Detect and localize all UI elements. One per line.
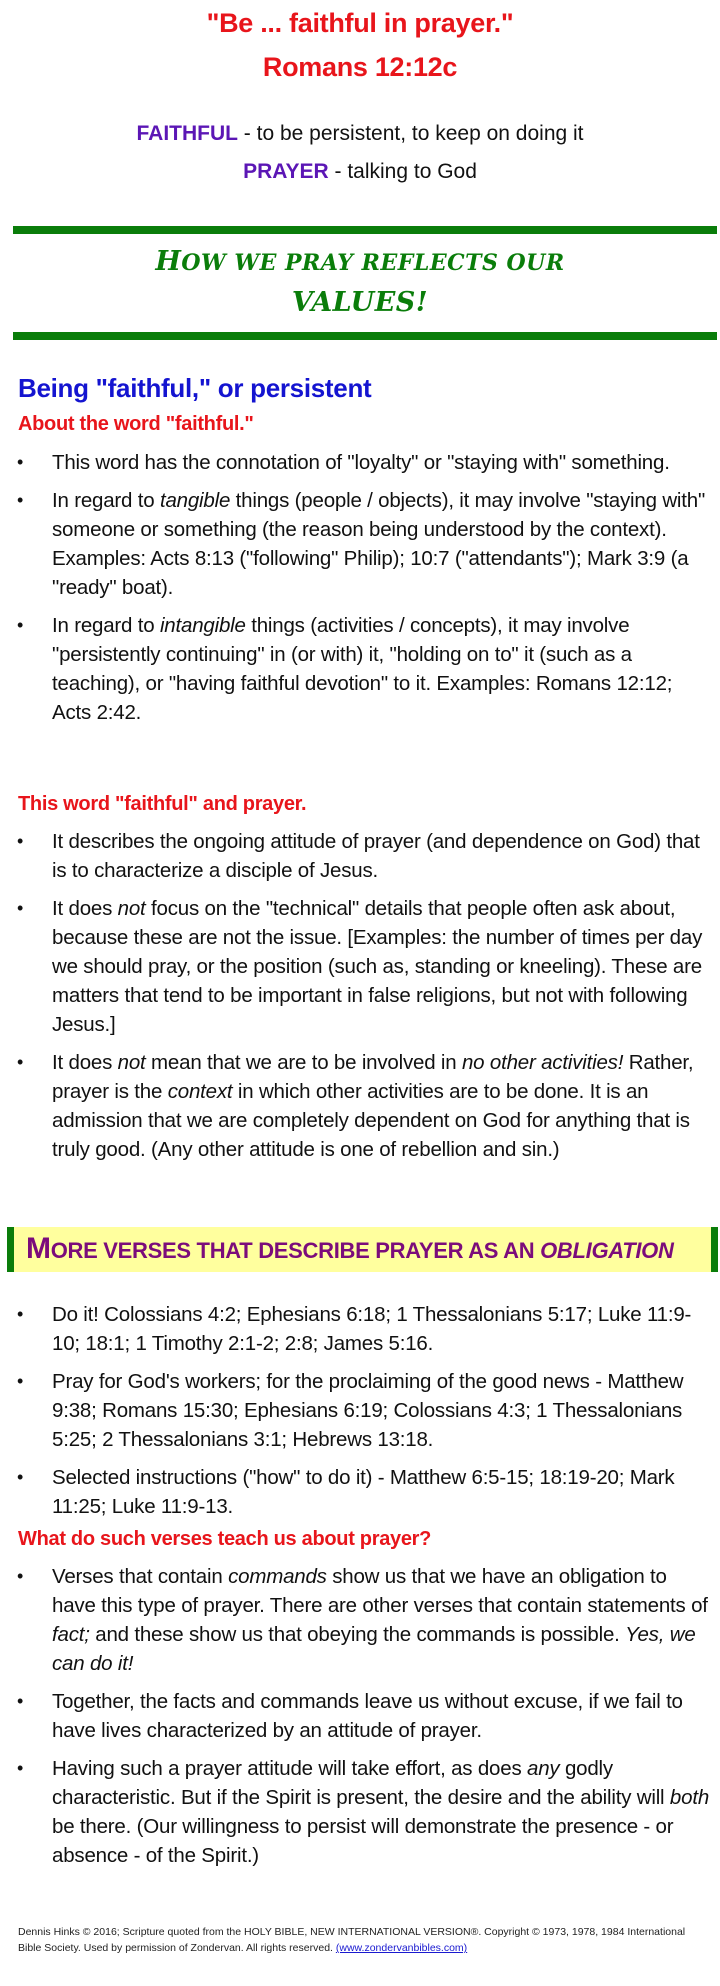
- bullet-icon: •: [17, 1052, 24, 1072]
- emphasis-text: Yes, we can do it!: [52, 1623, 696, 1675]
- bullet-icon: •: [17, 490, 24, 510]
- footer-copyright: [18, 1924, 708, 1956]
- banner-rest: ORE VERSES THAT DESCRIBE PRAYER AS AN: [50, 1238, 541, 1263]
- section-title: Being "faithful," or persistent: [18, 373, 372, 403]
- obligation-banner: [7, 1227, 718, 1272]
- list-item: [0, 611, 720, 727]
- subheading-prayer: This word "faithful" and prayer.: [18, 793, 307, 815]
- definition-faithful: [0, 122, 720, 146]
- definition-meaning: - to be persistent, to keep on doing it: [237, 122, 584, 145]
- emphasis-text: tangible: [159, 489, 231, 512]
- divider-bottom: [13, 332, 717, 340]
- list-item: [0, 486, 720, 602]
- bullet-icon: •: [17, 1758, 24, 1778]
- emphasis-text: fact;: [52, 1623, 90, 1646]
- verse-reference: Romans 12:12c: [262, 52, 458, 82]
- emphasis-text: intangible: [159, 614, 246, 637]
- banner-right-bar: [711, 1227, 718, 1272]
- list-item: [0, 827, 720, 885]
- list-item: [0, 1367, 720, 1454]
- definition-prayer: [0, 160, 720, 184]
- emphasis-text: any: [527, 1757, 560, 1780]
- bullet-icon: •: [17, 1467, 24, 1487]
- list-item: [0, 1754, 720, 1870]
- obligation-banner-text: [26, 1232, 674, 1266]
- text: mean that we are to be involved in: [145, 1051, 462, 1074]
- text: It describes the ongoing attitude of prayer (and dependence on God) that is to characterize a disciple of Jesus.: [52, 830, 700, 882]
- list-item: [0, 1048, 720, 1164]
- teach-list: [0, 1562, 720, 1879]
- emphasis-text: not: [117, 897, 146, 920]
- list-item: [0, 1687, 720, 1745]
- text: show us that we have an obligation to have this type of prayer. There are other verses that contain statements of: [52, 1565, 708, 1617]
- prayer-list: [0, 827, 720, 1173]
- bullet-icon: •: [17, 831, 24, 851]
- emphasis-text: context: [167, 1080, 233, 1103]
- text: focus on the "technical" details that people often ask about, because these are not the issue. [Examples: the number of times per day we should pray, or the position (such as, standing or kneeling). These are matters that tend to be important in false religions, but not with following Jesus.]: [52, 897, 703, 1036]
- divider-top: [13, 226, 717, 234]
- bullet-icon: •: [17, 452, 24, 472]
- text: in which other activities are to be done. It is an admission that we are completely dependent on God for anything that is truly good. (Any other attitude is one of rebellion and sin.): [52, 1080, 690, 1161]
- about-list: [0, 448, 720, 736]
- text: Verses that contain: [52, 1565, 229, 1588]
- subheading-about: About the word "faithful.": [18, 413, 254, 435]
- banner-initial: M: [26, 1232, 51, 1265]
- text: Pray for God's workers; for the proclaiming of the good news - Matthew 9:38; Romans 15:30; Ephesians 6:19; Colossians 4:3; 1 Thessalonians 5:25; 2 Thessalonians 3:1; Hebrews 13:18.: [52, 1370, 684, 1451]
- emphasis-text: both: [669, 1786, 710, 1809]
- list-item: [0, 1300, 720, 1358]
- text: It does: [52, 897, 118, 920]
- text: In regard to: [52, 614, 160, 637]
- text: It does: [52, 1051, 118, 1074]
- verse-quote: "Be ... faithful in prayer.": [206, 8, 514, 38]
- banner-emphasis: OBLIGATION: [540, 1238, 674, 1263]
- list-item: [0, 1562, 720, 1678]
- values-heading-initial: H: [155, 246, 182, 277]
- values-heading: [0, 242, 720, 323]
- footer-link[interactable]: (www.zondervanbibles.com): [335, 1942, 468, 1954]
- bullet-icon: •: [17, 898, 24, 918]
- bullet-icon: •: [17, 1566, 24, 1586]
- text: things (activities / concepts), it may involve "persistently continuing" in (or with) it, "holding on to" it (such as a teaching), or "having faithful devotion" to it. Examples: Romans 12:12; Acts 2:42.: [52, 614, 673, 724]
- emphasis-text: no other activities!: [461, 1051, 624, 1074]
- text: and these show us that obeying the commands is possible.: [89, 1623, 626, 1646]
- list-item: [0, 1463, 720, 1521]
- emphasis-text: not: [117, 1051, 146, 1074]
- bullet-icon: •: [17, 1371, 24, 1391]
- definition-term: FAITHFUL: [136, 122, 238, 145]
- bullet-icon: •: [17, 1691, 24, 1711]
- text: be there. (Our willingness to persist will demonstrate the presence - or absence - of the Spirit.): [52, 1815, 674, 1867]
- text: Having such a prayer attitude will take effort, as does: [52, 1757, 527, 1780]
- list-item: [0, 448, 720, 477]
- banner-left-bar: [7, 1227, 14, 1272]
- bullet-icon: •: [17, 615, 24, 635]
- bullet-icon: •: [17, 1304, 24, 1324]
- text: Together, the facts and commands leave us without excuse, if we fail to have lives characterized by an attitude of prayer.: [52, 1690, 683, 1742]
- values-heading-line1: OW WE PRAY REFLECTS OUR: [181, 250, 565, 276]
- text: In regard to: [52, 489, 160, 512]
- text: godly characteristic. But if the Spirit is present, the desire and the ability will: [52, 1757, 670, 1809]
- footer-text: Dennis Hinks © 2016; Scripture quoted from the HOLY BIBLE, NEW INTERNATIONAL VERSION®. Copyright © 1973, 1978, 1984 International Bible Society. Used by permission of Zondervan. All rights reserved.: [18, 1926, 686, 1954]
- text: Selected instructions ("how" to do it) - Matthew 6:5-15; 18:19-20; Mark 11:25; Luke 11:9-13.: [52, 1466, 675, 1518]
- obligation-list: [0, 1300, 720, 1530]
- text: Do it! Colossians 4:2; Ephesians 6:18; 1 Thessalonians 5:17; Luke 11:9-10; 18:1; 1 Timothy 2:1-2; 2:8; James 5:16.: [52, 1303, 692, 1355]
- definition-term: PRAYER: [243, 160, 329, 183]
- definition-meaning: - talking to God: [328, 160, 477, 183]
- text: This word has the connotation of "loyalty" or "staying with" something.: [52, 451, 670, 474]
- list-item: [0, 894, 720, 1039]
- values-heading-line2: VALUES!: [291, 287, 429, 318]
- text: Rather, prayer is the: [52, 1051, 694, 1103]
- text: things (people / objects), it may involve "staying with" someone or something (the reason being understood by the context). Examples: Acts 8:13 ("following" Philip); 10:7 ("attendants"); Mark 3:9 (a "ready" boat).: [52, 489, 706, 599]
- emphasis-text: commands: [228, 1565, 327, 1588]
- subheading-teach: What do such verses teach us about prayer?: [18, 1528, 432, 1550]
